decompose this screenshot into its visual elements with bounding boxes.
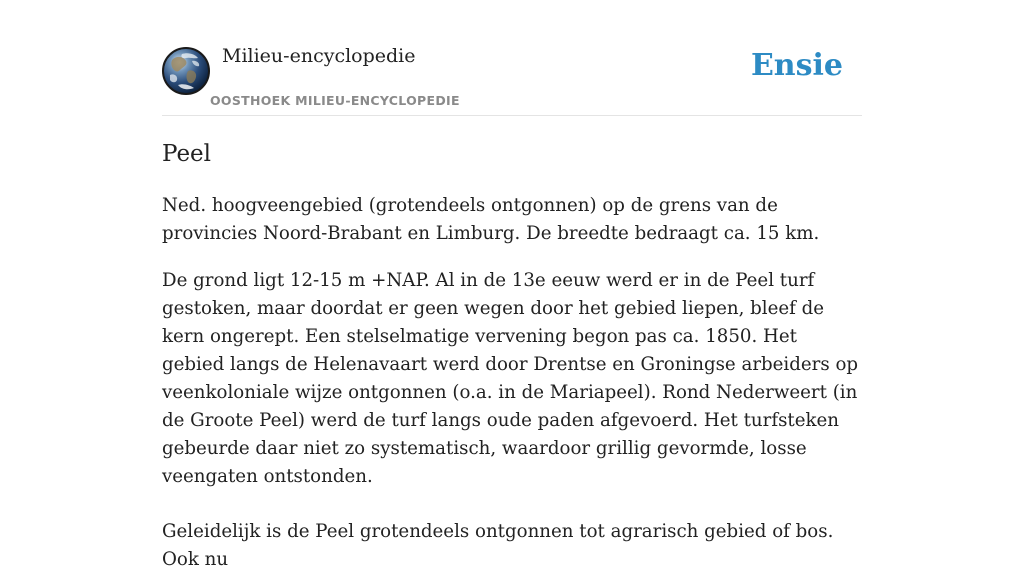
site-subtitle: OOSTHOEK MILIEU-ENCYCLOPEDIE	[210, 93, 460, 108]
article-paragraph: Ned. hoogveengebied (grotendeels ontgonnen) op de grens van de provincies Noord-Brabant en Limburg. De breedte bedraagt ca. 15 km.	[162, 195, 820, 244]
site-name-link[interactable]: Milieu-encyclopedie	[222, 45, 416, 67]
article-paragraph: Geleidelijk is de Peel grotendeels ontgonnen tot agrarisch gebied of bos. Ook nu	[162, 521, 834, 570]
article-title: Peel	[162, 141, 212, 167]
site-header	[162, 0, 862, 116]
earth-globe-icon[interactable]	[162, 47, 210, 95]
article-paragraph: De grond ligt 12-15 m +NAP. Al in de 13e eeuw werd er in de Peel turf gestoken, maar doordat er geen wegen door het gebied liepen, bleef de kern ongerept. Een stelselmatige vervening begon pas ca. 1850. Het gebied langs de Helenavaart werd door Drentse en Groningse arbeiders op veenkoloniale wijze ontgonnen (o.a. in de Mariapeel). Rond Nederweert (in de Groote Peel) werd de turf langs oude paden afgevoerd. Het turfsteken gebeurde daar niet zo systematisch, waardoor grillig gevormde, losse veengaten ontstonden.	[162, 270, 859, 487]
brand-logo-link[interactable]: Ensie	[750, 48, 843, 83]
content-column	[162, 0, 862, 574]
